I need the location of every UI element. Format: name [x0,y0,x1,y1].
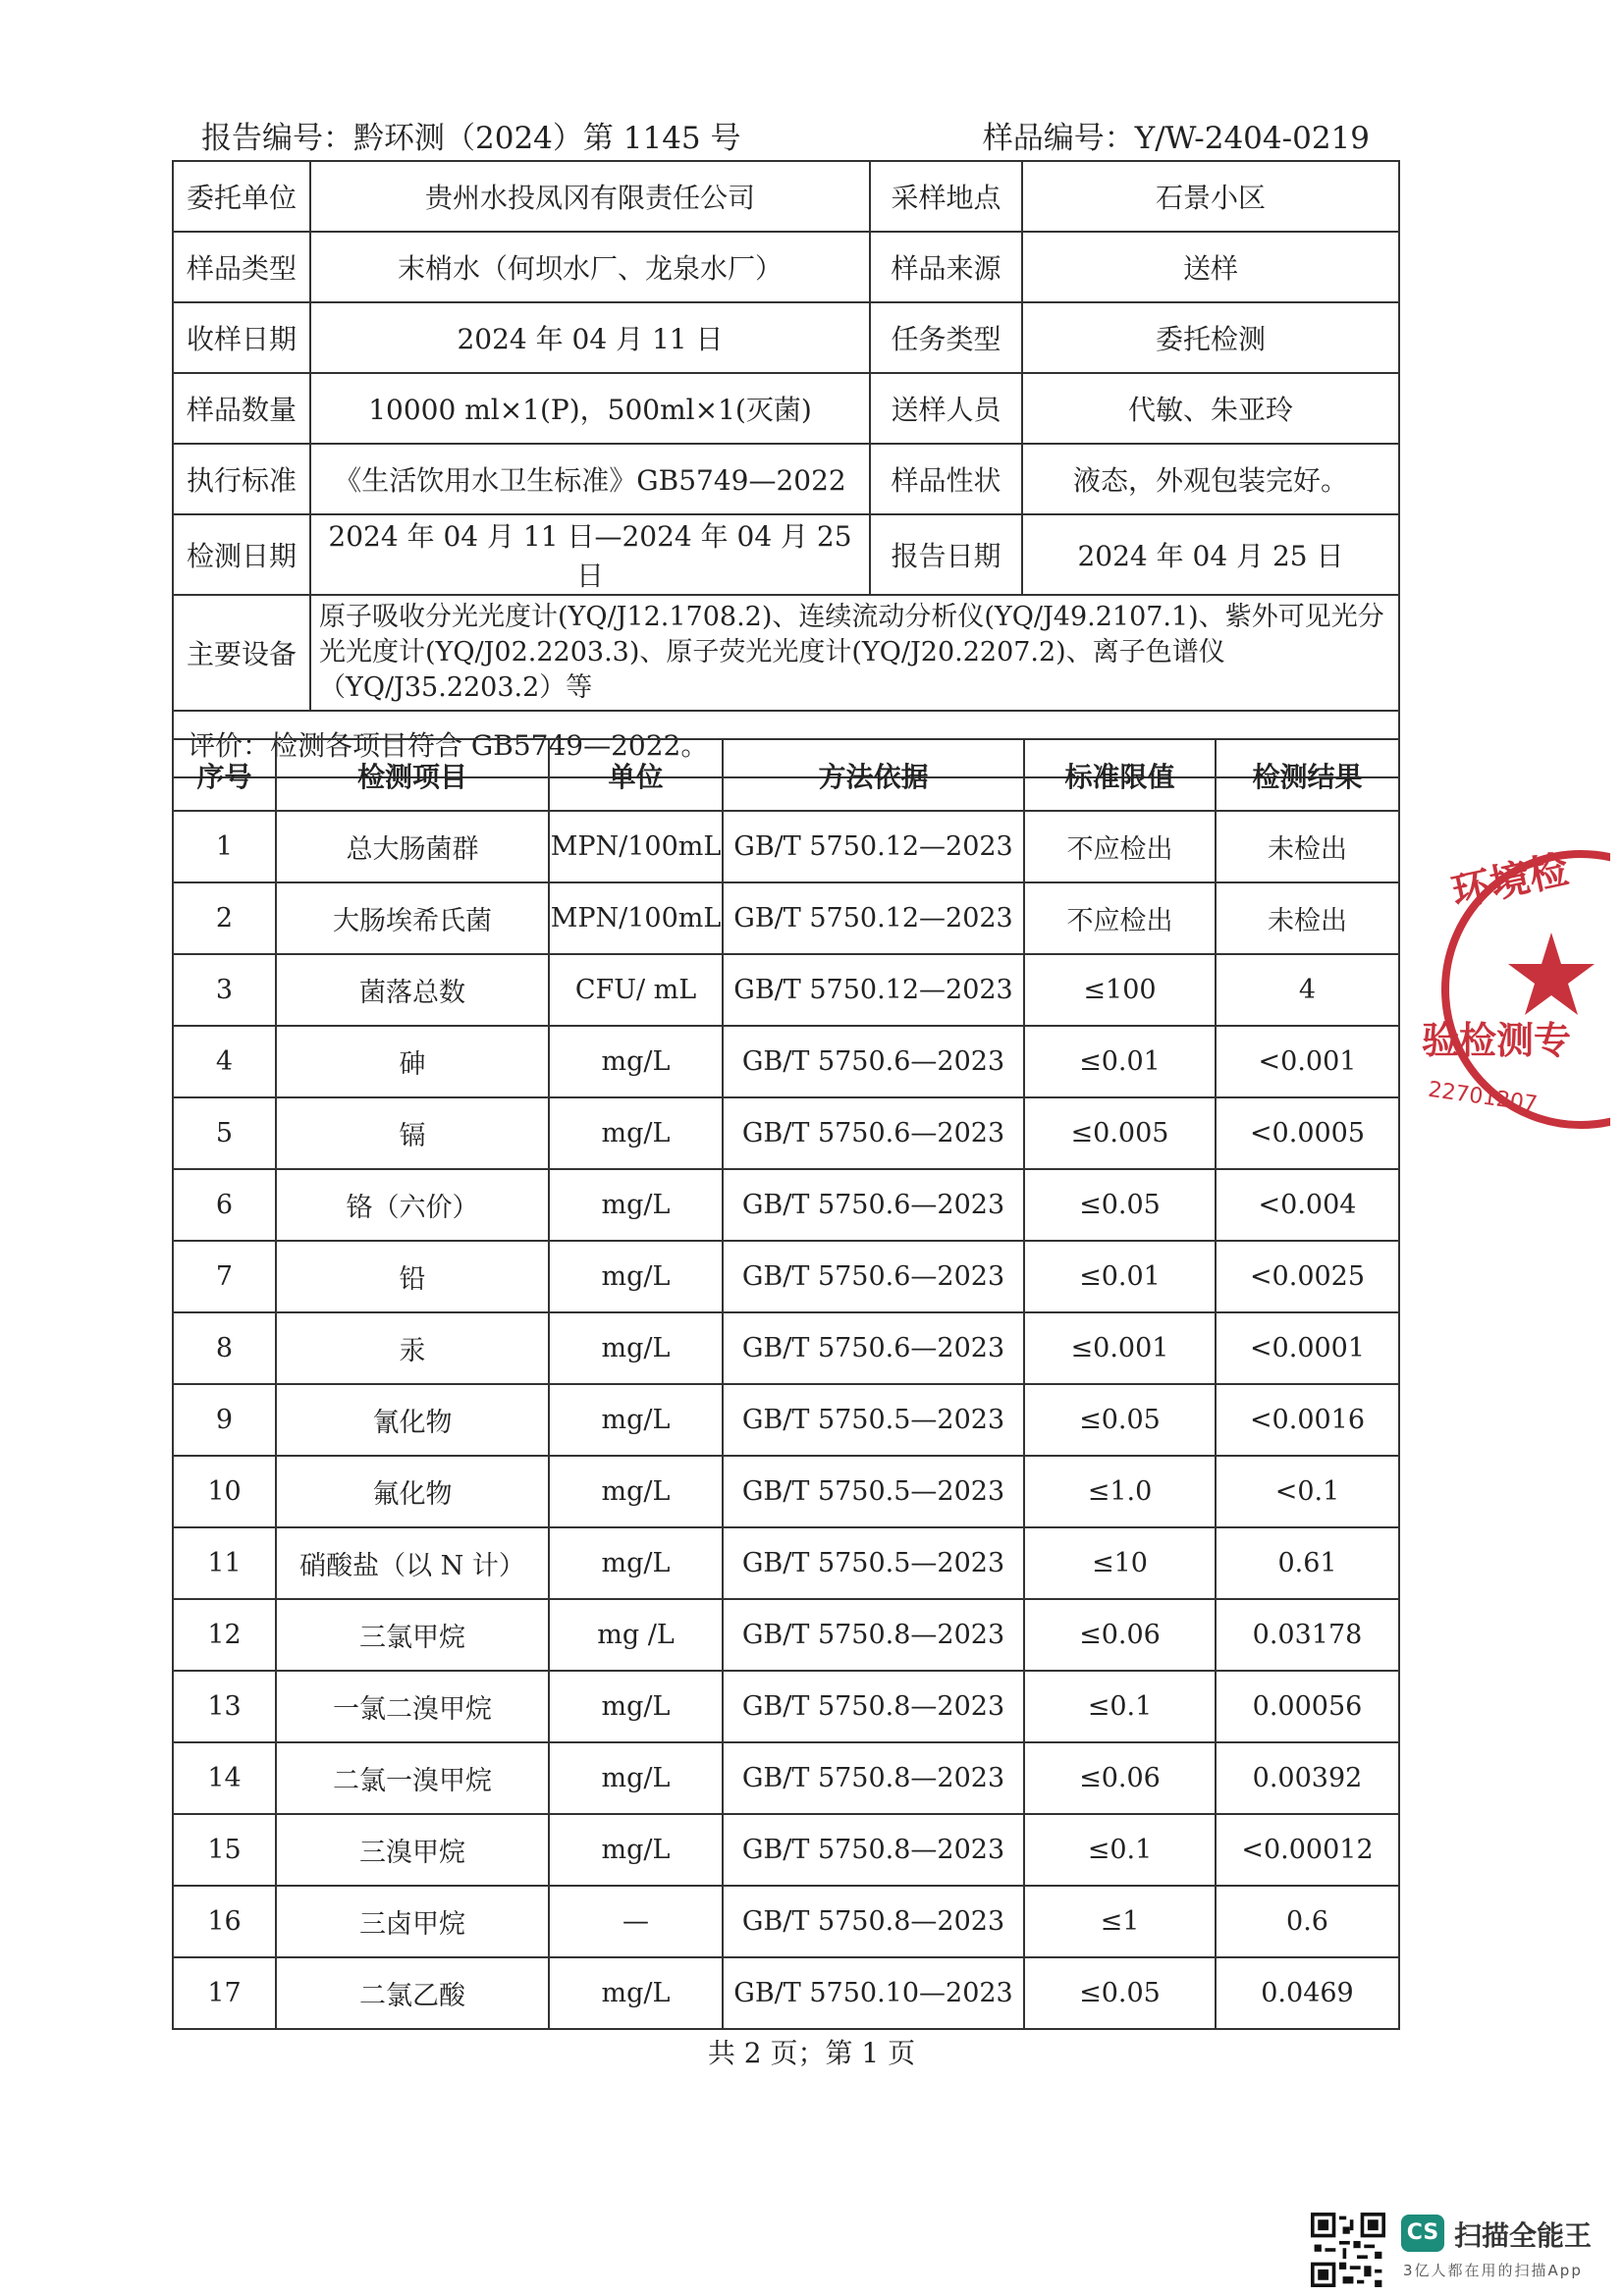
method-cell: GB/T 5750.6—2023 [723,1169,1024,1241]
info-label: 样品类型 [173,232,310,302]
method-cell: GB/T 5750.6—2023 [723,1312,1024,1384]
test-item-cell: 二氯乙酸 [276,1957,549,2029]
table-row [173,1957,1399,2029]
results-body [173,811,1399,2029]
standard-limit-cell: ≤100 [1024,954,1216,1026]
column-header: 单位 [549,739,723,811]
info-label: 主要设备 [173,595,310,711]
svg-text:验检测专: 验检测专 [1422,1018,1572,1062]
test-item-cell: 砷 [276,1026,549,1097]
svg-text:环境检: 环境检 [1447,846,1573,917]
standard-limit-cell: ≤0.06 [1024,1599,1216,1671]
info-row [173,514,1399,595]
info-label: 样品来源 [870,232,1022,302]
standard-limit-cell: ≤1 [1024,1886,1216,1957]
test-result-cell: <0.0025 [1216,1241,1399,1312]
test-result-cell: <0.00012 [1216,1814,1399,1886]
row-number-cell: 4 [173,1026,276,1097]
info-row [173,373,1399,444]
standard-limit-cell: ≤0.06 [1024,1742,1216,1814]
test-result-cell: 0.03178 [1216,1599,1399,1671]
test-item-cell: 总大肠菌群 [276,811,549,882]
table-row [173,1241,1399,1312]
info-label: 委托单位 [173,161,310,232]
standard-value: 《生活饮用水卫生标准》GB5749—2022 [310,444,870,514]
test-result-cell: 0.61 [1216,1527,1399,1599]
results-table [172,738,1400,2030]
unit-cell: mg /L [549,1599,723,1671]
column-header: 检测项目 [276,739,549,811]
row-number-cell: 11 [173,1527,276,1599]
test-result-cell: 0.6 [1216,1886,1399,1957]
test-result-cell: 0.00392 [1216,1742,1399,1814]
info-row [173,232,1399,302]
test-result-cell: <0.0001 [1216,1312,1399,1384]
row-number-cell: 13 [173,1671,276,1742]
info-label: 样品数量 [173,373,310,444]
standard-limit-cell: ≤1.0 [1024,1456,1216,1527]
report-number: 报告编号：黔环测（2024）第 1145 号 [201,121,741,156]
column-header: 序号 [173,739,276,811]
method-cell: GB/T 5750.8—2023 [723,1814,1024,1886]
table-row [173,1886,1399,1957]
test-item-cell: 铅 [276,1241,549,1312]
test-result-cell: 0.00056 [1216,1671,1399,1742]
info-label: 样品性状 [870,444,1022,514]
standard-limit-cell: 不应检出 [1024,882,1216,954]
table-row [173,1384,1399,1456]
unit-cell: mg/L [549,1241,723,1312]
method-cell: GB/T 5750.10—2023 [723,1957,1024,2029]
table-row [173,1312,1399,1384]
test-result-cell: 4 [1216,954,1399,1026]
sample-number: 样品编号：Y/W-2404-0219 [982,121,1370,156]
method-cell: GB/T 5750.8—2023 [723,1599,1024,1671]
info-label: 送样人员 [870,373,1022,444]
row-number-cell: 5 [173,1097,276,1169]
method-cell: GB/T 5750.6—2023 [723,1097,1024,1169]
official-seal [1414,842,1610,1137]
method-cell: GB/T 5750.5—2023 [723,1456,1024,1527]
info-row [173,302,1399,373]
unit-cell: mg/L [549,1169,723,1241]
standard-limit-cell: ≤0.05 [1024,1957,1216,2029]
info-label: 检测日期 [173,514,310,595]
receive-date-value: 2024 年 04 月 11 日 [310,302,870,373]
scanner-watermark [1311,2209,1605,2287]
standard-limit-cell: ≤0.001 [1024,1312,1216,1384]
equipment-value: 原子吸收分光光度计(YQ/J12.1708.2)、连续流动分析仪(YQ/J49.2107.1)、紫外可见光分光光度计(YQ/J02.2203.3)、原子荧光光度计(YQ/J20.2207.2)、离子色谱仪（YQ/J35.2203.2）等 [310,595,1399,711]
test-result-cell: 0.0469 [1216,1957,1399,2029]
standard-limit-cell: ≤0.01 [1024,1026,1216,1097]
method-cell: GB/T 5750.8—2023 [723,1671,1024,1742]
report-date-value: 2024 年 04 月 25 日 [1022,514,1399,595]
table-row [173,1527,1399,1599]
test-item-cell: 一氯二溴甲烷 [276,1671,549,1742]
row-number-cell: 12 [173,1599,276,1671]
row-number-cell: 10 [173,1456,276,1527]
test-item-cell: 大肠埃希氏菌 [276,882,549,954]
method-cell: GB/T 5750.12—2023 [723,811,1024,882]
unit-cell: mg/L [549,1097,723,1169]
test-item-cell: 三溴甲烷 [276,1814,549,1886]
unit-cell: MPN/100mL [549,882,723,954]
test-result-cell: <0.0005 [1216,1097,1399,1169]
standard-limit-cell: ≤0.1 [1024,1814,1216,1886]
unit-cell: mg/L [549,1671,723,1742]
row-number-cell: 7 [173,1241,276,1312]
scanner-tagline: 3亿人都在用的扫描App [1403,2262,1583,2279]
scanner-app-name: 扫描全能王 [1454,2219,1593,2252]
standard-limit-cell: 不应检出 [1024,811,1216,882]
test-item-cell: 氰化物 [276,1384,549,1456]
row-number-cell: 1 [173,811,276,882]
table-row [173,882,1399,954]
standard-limit-cell: ≤0.05 [1024,1384,1216,1456]
table-row [173,1026,1399,1097]
standard-limit-cell: ≤0.1 [1024,1671,1216,1742]
unit-cell: — [549,1886,723,1957]
row-number-cell: 6 [173,1169,276,1241]
table-row [173,1097,1399,1169]
unit-cell: mg/L [549,1527,723,1599]
camscanner-logo-icon: CS [1401,2215,1444,2252]
unit-cell: CFU/ mL [549,954,723,1026]
svg-text:22701207: 22701207 [1426,1077,1540,1118]
column-header: 方法依据 [723,739,1024,811]
method-cell: GB/T 5750.12—2023 [723,954,1024,1026]
sender-value: 代敏、朱亚玲 [1022,373,1399,444]
unit-cell: mg/L [549,1814,723,1886]
qr-code-icon [1311,2213,1385,2287]
test-result-cell: 未检出 [1216,811,1399,882]
row-number-cell: 9 [173,1384,276,1456]
method-cell: GB/T 5750.12—2023 [723,882,1024,954]
test-item-cell: 硝酸盐（以 N 计） [276,1527,549,1599]
unit-cell: mg/L [549,1742,723,1814]
test-result-cell: 未检出 [1216,882,1399,954]
test-item-cell: 氟化物 [276,1456,549,1527]
method-cell: GB/T 5750.5—2023 [723,1527,1024,1599]
row-number-cell: 14 [173,1742,276,1814]
test-result-cell: <0.0016 [1216,1384,1399,1456]
test-item-cell: 菌落总数 [276,954,549,1026]
method-cell: GB/T 5750.5—2023 [723,1384,1024,1456]
method-cell: GB/T 5750.8—2023 [723,1742,1024,1814]
row-number-cell: 3 [173,954,276,1026]
property-value: 液态，外观包装完好。 [1022,444,1399,514]
unit-cell: mg/L [549,1456,723,1527]
info-label: 执行标准 [173,444,310,514]
unit-cell: MPN/100mL [549,811,723,882]
type-value: 末梢水（何坝水厂、龙泉水厂） [310,232,870,302]
test-item-cell: 二氯一溴甲烷 [276,1742,549,1814]
page-footer: 共 2 页；第 1 页 [707,2037,916,2069]
info-label: 收样日期 [173,302,310,373]
table-row [173,1742,1399,1814]
method-cell: GB/T 5750.6—2023 [723,1241,1024,1312]
info-table [172,160,1400,778]
row-number-cell: 15 [173,1814,276,1886]
table-row [173,1169,1399,1241]
standard-limit-cell: ≤0.005 [1024,1097,1216,1169]
standard-limit-cell: ≤0.05 [1024,1169,1216,1241]
standard-limit-cell: ≤10 [1024,1527,1216,1599]
row-number-cell: 16 [173,1886,276,1957]
source-value: 送样 [1022,232,1399,302]
unit-cell: mg/L [549,1957,723,2029]
row-number-cell: 2 [173,882,276,954]
table-row [173,1456,1399,1527]
unit-cell: mg/L [549,1026,723,1097]
info-label: 采样地点 [870,161,1022,232]
test-date-value: 2024 年 04 月 11 日—2024 年 04 月 25 日 [310,514,870,595]
info-row [173,595,1399,711]
test-item-cell: 铬（六价） [276,1169,549,1241]
column-header: 标准限值 [1024,739,1216,811]
task-value: 委托检测 [1022,302,1399,373]
test-result-cell: <0.004 [1216,1169,1399,1241]
table-row [173,811,1399,882]
evaluation-text: 评价：检测各项目符合 GB5749—2022。 [173,711,1399,777]
test-item-cell: 三氯甲烷 [276,1599,549,1671]
table-row [173,1671,1399,1742]
method-cell: GB/T 5750.8—2023 [723,1886,1024,1957]
row-number-cell: 17 [173,1957,276,2029]
info-row [173,161,1399,232]
row-number-cell: 8 [173,1312,276,1384]
unit-cell: mg/L [549,1384,723,1456]
test-item-cell: 镉 [276,1097,549,1169]
client-value: 贵州水投凤冈有限责任公司 [310,161,870,232]
quantity-value: 10000 ml×1(P)，500ml×1(灭菌) [310,373,870,444]
table-row [173,954,1399,1026]
table-row [173,1814,1399,1886]
test-result-cell: <0.1 [1216,1456,1399,1527]
unit-cell: mg/L [549,1312,723,1384]
info-label: 任务类型 [870,302,1022,373]
standard-limit-cell: ≤0.01 [1024,1241,1216,1312]
table-row [173,1599,1399,1671]
test-item-cell: 三卤甲烷 [276,1886,549,1957]
info-label: 报告日期 [870,514,1022,595]
report-header [201,116,1370,161]
test-item-cell: 汞 [276,1312,549,1384]
results-header-row [173,739,1399,811]
seal-stamp-graphic [1414,842,1610,1137]
column-header: 检测结果 [1216,739,1399,811]
site-value: 石景小区 [1022,161,1399,232]
test-result-cell: <0.001 [1216,1026,1399,1097]
info-row [173,444,1399,514]
method-cell: GB/T 5750.6—2023 [723,1026,1024,1097]
